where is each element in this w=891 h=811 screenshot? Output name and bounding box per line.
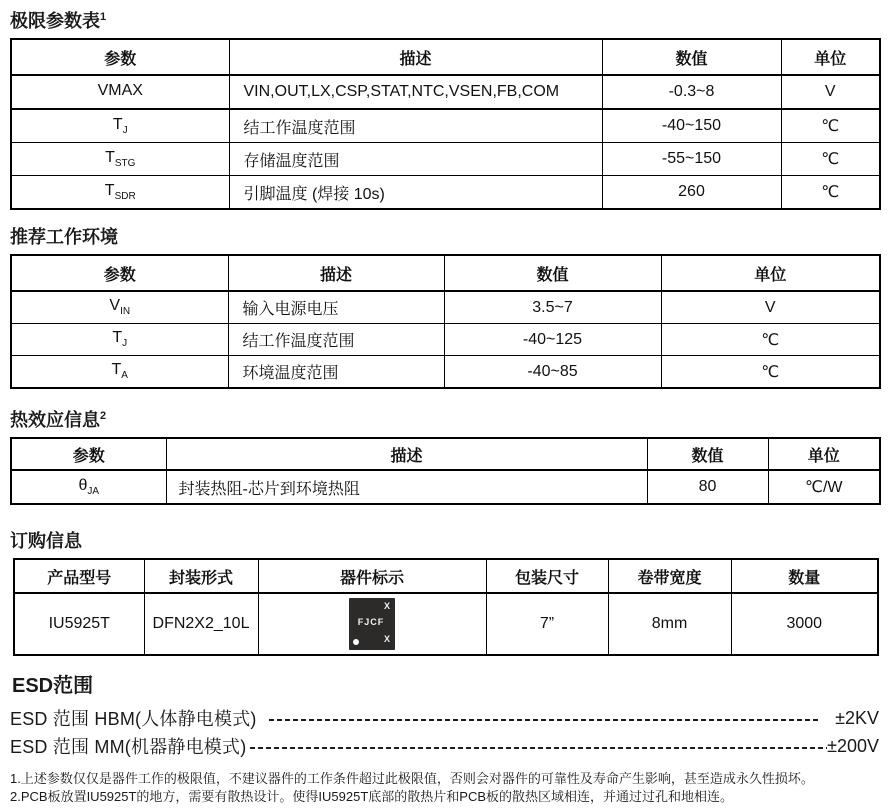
param-cell xyxy=(11,470,166,504)
param-symbol: T xyxy=(112,329,123,347)
param-cell xyxy=(11,176,229,210)
esd-title: ESD范围 xyxy=(12,675,94,697)
pin1-dot-icon xyxy=(353,639,359,645)
param-subscript: SDR xyxy=(114,191,136,203)
unit-cell: ℃/W xyxy=(768,470,880,504)
dashed-leader xyxy=(269,719,819,721)
col-header-param: 参数 xyxy=(11,438,166,470)
table-row xyxy=(11,470,880,504)
unit-cell: ℃ xyxy=(781,176,880,210)
param-symbol: θ xyxy=(78,476,88,494)
value-cell: 260 xyxy=(602,176,781,210)
param-symbol: V xyxy=(109,297,121,315)
desc-cell: 封装热阻-芯片到环境热阻 xyxy=(166,470,647,504)
esd-mm-value: ±200V xyxy=(827,735,879,756)
thermal-header-row xyxy=(11,438,880,470)
ordering-title: 订购信息 xyxy=(10,531,82,551)
footnote-2: 2.PCB板放置IU5925T的地方，需要有散热设计。使得IU5925T底部的散热片和PCB板的散热区域相连，并通过过孔和地相连。 xyxy=(10,789,734,804)
abs-max-title-text: 极限参数表 xyxy=(10,11,100,31)
desc-cell: 环境温度范围 xyxy=(228,356,444,389)
table-row xyxy=(11,109,880,143)
esd-hbm-label: ESD 范围 HBM(人体静电模式) xyxy=(10,709,257,729)
package-marking-image xyxy=(349,598,395,650)
value-cell: -0.3~8 xyxy=(602,75,781,109)
thermal-title xyxy=(10,405,879,431)
value-cell: 80 xyxy=(647,470,768,504)
unit-cell: ℃ xyxy=(781,109,880,143)
ordering-header-row xyxy=(14,559,878,593)
unit-cell: ℃ xyxy=(661,324,880,356)
param-subscript: IN xyxy=(120,306,131,318)
col-header-unit: 单位 xyxy=(768,438,880,470)
col-header-unit: 单位 xyxy=(781,39,880,75)
param-subscript: J xyxy=(122,125,128,137)
abs-max-title xyxy=(10,6,879,32)
marking-cell xyxy=(258,593,486,655)
param-cell xyxy=(11,109,229,143)
table-row xyxy=(11,291,880,324)
col-header-tape: 卷带宽度 xyxy=(608,559,731,593)
col-header-desc: 描述 xyxy=(166,438,647,470)
col-header-param: 参数 xyxy=(11,255,228,291)
qty-cell: 3000 xyxy=(731,593,878,655)
table-row xyxy=(11,75,880,109)
abs-max-header-row xyxy=(11,39,880,75)
value-cell: 3.5~7 xyxy=(444,291,661,324)
col-header-marking: 器件标示 xyxy=(258,559,486,593)
param-subscript: JA xyxy=(87,486,100,498)
ordering-table xyxy=(13,558,879,656)
param-subscript: STG xyxy=(114,158,136,170)
unit-cell: ℃ xyxy=(661,356,880,389)
table-row xyxy=(11,143,880,176)
unit-cell: V xyxy=(781,75,880,109)
esd-hbm-value: ±2KV xyxy=(835,707,879,728)
col-header-value: 数值 xyxy=(444,255,661,291)
desc-cell: 引脚温度 (焊接 10s) xyxy=(229,176,602,210)
col-header-reel: 包装尺寸 xyxy=(486,559,608,593)
param-symbol: VMAX xyxy=(97,81,143,99)
thermal-title-text: 热效应信息 xyxy=(10,410,100,430)
esd-hbm-line xyxy=(10,707,879,729)
value-cell: -55~150 xyxy=(602,143,781,176)
dashed-leader xyxy=(250,747,827,749)
abs-max-table xyxy=(10,38,881,210)
recommended-table xyxy=(10,254,881,389)
reel-size-cell: 7” xyxy=(486,593,608,655)
esd-mm-line xyxy=(10,735,879,757)
desc-cell: 结工作温度范围 xyxy=(229,109,602,143)
param-cell xyxy=(11,75,229,109)
footnotes xyxy=(10,770,879,806)
col-header-desc: 描述 xyxy=(229,39,602,75)
table-row xyxy=(11,324,880,356)
param-cell xyxy=(11,291,228,324)
package-cell: DFN2X2_10L xyxy=(144,593,258,655)
recommended-header-row xyxy=(11,255,880,291)
col-header-part: 产品型号 xyxy=(14,559,144,593)
recommended-title: 推荐工作环境 xyxy=(10,227,118,247)
table-row xyxy=(11,176,880,210)
thermal-title-footnote-ref: 2 xyxy=(100,410,107,422)
table-row xyxy=(14,593,878,655)
thermal-table xyxy=(10,437,881,505)
param-symbol: T xyxy=(111,361,122,379)
esd-mm-label: ESD 范围 MM(机器静电模式) xyxy=(10,737,247,757)
footnote-1: 1.上述参数仅仅是器件工作的极限值，不建议器件的工作条件超过此极限值，否则会对器件的可靠性及寿命产生影响，甚至造成永久性损坏。 xyxy=(10,771,814,786)
param-symbol: T xyxy=(104,181,115,199)
param-subscript: J xyxy=(122,338,128,350)
desc-cell: 存储温度范围 xyxy=(229,143,602,176)
param-cell xyxy=(11,143,229,176)
col-header-qty: 数量 xyxy=(731,559,878,593)
param-symbol: T xyxy=(105,148,115,166)
col-header-param: 参数 xyxy=(11,39,229,75)
table-row xyxy=(11,356,880,389)
chip-corner-x-bottom: X xyxy=(383,634,390,644)
desc-cell: VIN,OUT,LX,CSP,STAT,NTC,VSEN,FB,COM xyxy=(229,75,602,109)
unit-cell: ℃ xyxy=(781,143,880,176)
abs-max-title-footnote-ref: 1 xyxy=(100,11,107,23)
col-header-unit: 单位 xyxy=(661,255,880,291)
param-cell xyxy=(11,356,228,389)
desc-cell: 输入电源电压 xyxy=(228,291,444,324)
col-header-desc: 描述 xyxy=(228,255,444,291)
tape-width-cell: 8mm xyxy=(608,593,731,655)
desc-cell: 结工作温度范围 xyxy=(228,324,444,356)
col-header-package: 封装形式 xyxy=(144,559,258,593)
value-cell: -40~85 xyxy=(444,356,661,389)
chip-marking-text: FJCF xyxy=(357,617,385,627)
value-cell: -40~150 xyxy=(602,109,781,143)
param-subscript: A xyxy=(121,370,128,382)
unit-cell: V xyxy=(661,291,880,324)
chip-corner-x-top: X xyxy=(383,601,390,611)
part-number-cell: IU5925T xyxy=(14,593,144,655)
param-symbol: T xyxy=(112,115,123,133)
value-cell: -40~125 xyxy=(444,324,661,356)
col-header-value: 数值 xyxy=(647,438,768,470)
param-cell xyxy=(11,324,228,356)
col-header-value: 数值 xyxy=(602,39,781,75)
